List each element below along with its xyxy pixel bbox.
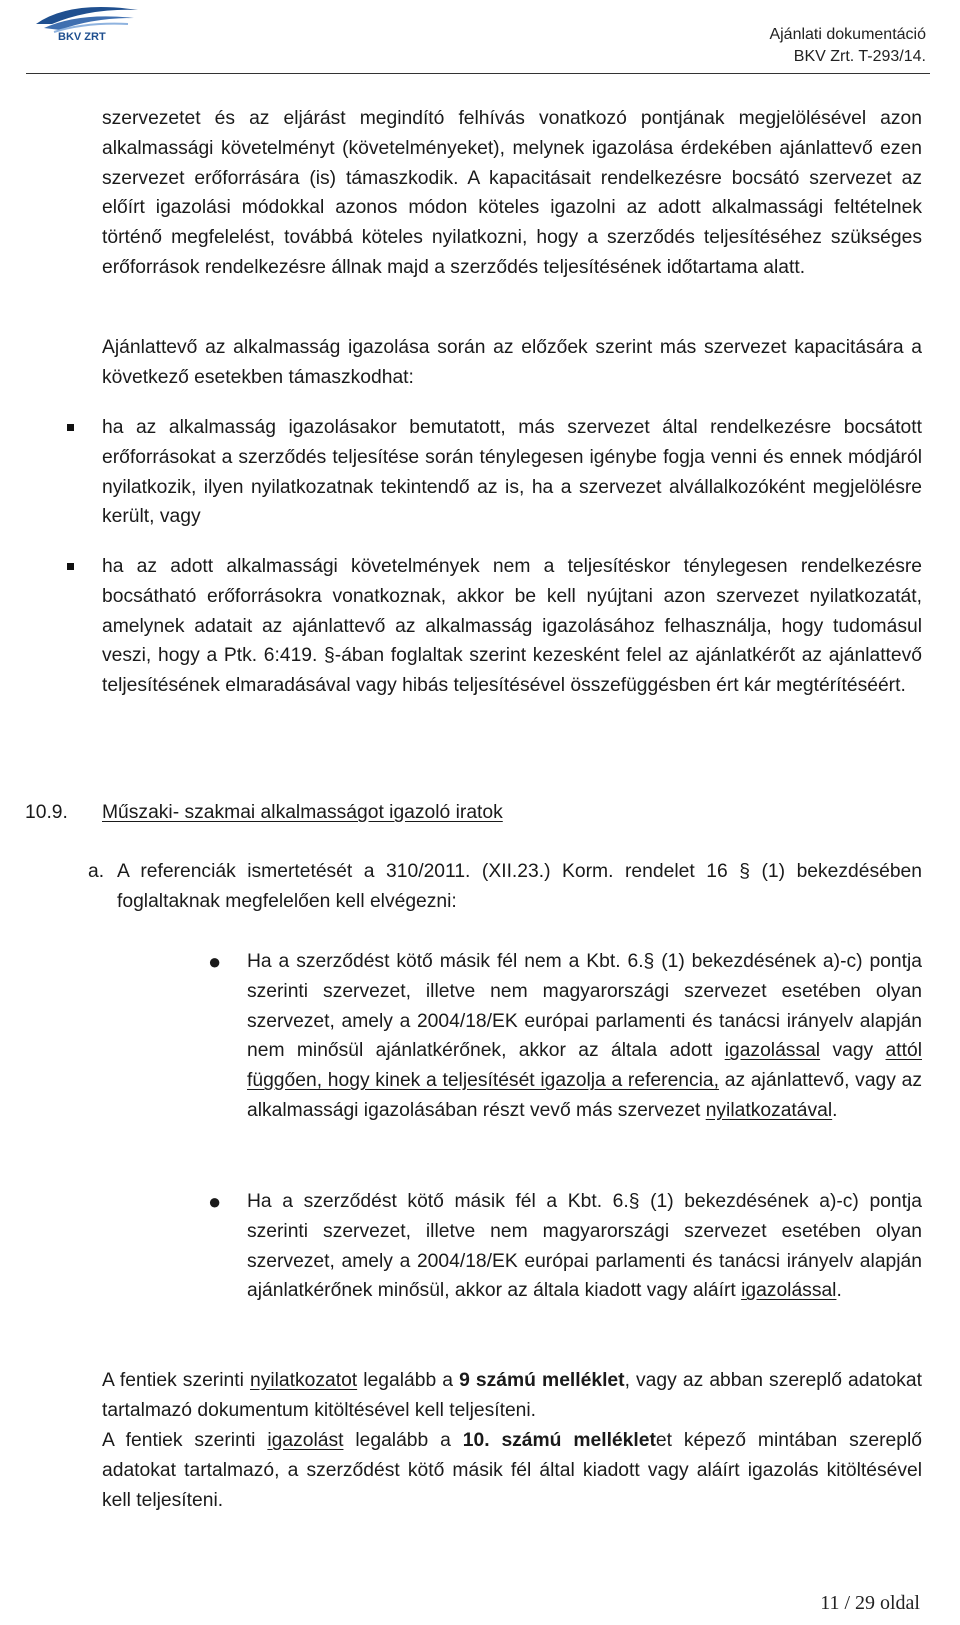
square-bullet-icon [67,424,74,431]
bullet-item-1: ha az alkalmasság igazolásakor bemutatott, más szervezet által rendelkezésre bocsátott erőforrásokat a szerződés teljesítése során ténylegesen igénybe fogja venni és ennek módjáról nyilatkozik, ilyen nyilatkozatnak tekintendő az is, ha a szervezet alvállalkozóként megjelölésre került, vagy [102,417,922,528]
dot-bullet-icon: ● [208,949,222,974]
item-a-text: A referenciák ismertetését a 310/2011. (XII.23.) Korm. rendelet 16 § (1) bekezdésében foglaltaknak megfelelően kell elvégezni: [117,861,922,912]
square-bullet-icon [67,563,74,570]
item-a-label: a. [88,861,105,882]
doc-title: Ajánlati dokumentáció [769,26,926,43]
bullet-item-2: ha az adott alkalmassági követelmények nem a teljesítéskor ténylegesen rendelkezésre bocsátható erőforrásokra vonatkoznak, akkor be kell nyújtani azon szervezet nyilatkozatát, amelynek adatait az ajánlattevő az alkalmasság igazolásához felhasználja, hogy tudomásul veszi, hogy a Ptk. 6:419. §-ában foglaltak szerint kezesként felel az ajánlatkérőt az ajánlattevő teljesítésének elmaradásával vagy hibás teljesítésével összefüggésben ért kár megtérítéséért. [102,556,922,697]
closing-paragraph-2: A fentiek szerinti igazolást legalább a 10. számú mellékletet képező mintában szereplő adatokat tartalmazó, a szerződést kötő másik fél által kiadott vagy aláírt igazolás kitöltésével kell teljesíteni. [102,1430,922,1511]
page-number: 11 / 29 oldal [820,1592,920,1614]
section-title: Műszaki- szakmai alkalmasságot igazoló iratok [102,802,503,823]
svg-text:BKV ZRT: BKV ZRT [58,31,106,42]
dot-item-2: Ha a szerződést kötő másik fél a Kbt. 6.§ (1) bekezdésének a)-c) pontja szerinti szervezet, illetve nem magyarországi szervezet esetében olyan szervezet, amely a 2004/18/EK európai parlamenti és tanácsi irányelv alapján ajánlatkérőnek minősül, akkor az általa kiadott vagy aláírt igazolással. [247,1191,922,1302]
page-header [26,0,930,76]
section-number: 10.9. [25,802,68,823]
bkv-logo-icon [30,2,142,42]
dot-bullet-icon: ● [208,1189,222,1214]
header-divider [26,73,930,74]
dot-item-1: Ha a szerződést kötő másik fél nem a Kbt. 6.§ (1) bekezdésének a)-c) pontja szerinti szervezet, illetve nem magyarországi szervezet esetében olyan szervezet, amely a 2004/18/EK európai parlamenti és tanácsi irányelv alapján nem minősül ajánlatkérőnek, akkor az általa adott igazolással vagy attól függően, hogy kinek a teljesítését igazolja a referencia, az ajánlattevő, vagy az alkalmassági igazolásában részt vevő más szervezet nyilatkozatával. [247,951,922,1121]
paragraph-reliance: Ajánlattevő az alkalmasság igazolása során az előzőek szerint más szervezet kapacitására a következő esetekben támaszkodhat: [102,337,922,388]
paragraph-capacity: szervezetet és az eljárást megindító felhívás vonatkozó pontjának megjelölésével azon alkalmassági követelményt (követelményeket), melynek igazolása érdekében ajánlattevő ezen szervezet erőforrására (is) támaszkodik. A kapacitásait rendelkezésre bocsátó szervezet az előírt igazolási módokkal azonos módon köteles igazolni az adott alkalmassági feltételnek történő megfelelést, továbbá köteles nyilatkozni, hogy a szerződés teljesítéséhez szükséges erőforrások rendelkezésre állnak majd a szerződés teljesítésének időtartama alatt. [102,108,922,278]
closing-paragraph-1: A fentiek szerinti nyilatkozatot legalább a 9 számú melléklet, vagy az abban szereplő adatokat tartalmazó dokumentum kitöltésével kell teljesíteni. [102,1370,922,1421]
header-doc-info [769,24,926,68]
doc-reference: BKV Zrt. T-293/14. [793,48,926,65]
